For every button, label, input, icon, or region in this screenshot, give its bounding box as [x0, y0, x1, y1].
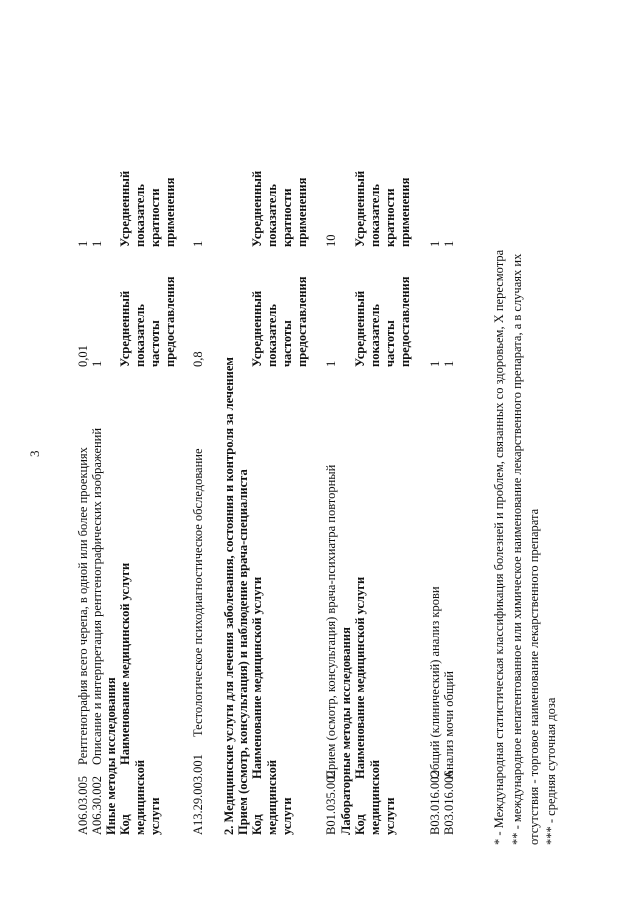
code-cell: A06.30.002: [90, 775, 104, 835]
column-header-name: Наименование медицинской услуги: [250, 576, 264, 779]
service-name-cell: Общий (клинический) анализ крови: [428, 586, 442, 779]
service-name-cell: Тестологическое психодиагностическое обследование: [191, 448, 205, 737]
multiplicity-cell: 10: [324, 234, 338, 247]
frequency-cell: 0,01: [76, 345, 90, 367]
service-name-cell: Прием (осмотр, консультация) врача-психиатра повторный: [324, 464, 338, 779]
column-header-multiplicity: Усредненный показатель кратности применения: [353, 170, 412, 247]
footnote-dose: *** - средняя суточная доза: [544, 697, 558, 845]
footnote-inn-cont: отсутствия - торговое наименование лекарственного препарата: [527, 508, 541, 845]
code-cell: A06.03.005: [76, 775, 90, 835]
page-number: 3: [27, 450, 42, 457]
code-cell: B03.016.002: [428, 770, 442, 835]
footnote-inn: ** - международное непатентованное или химическое наименование лекарственного препарата, а в случаях их: [510, 253, 524, 845]
column-header-multiplicity: Усредненный показатель кратности применения: [118, 170, 177, 247]
section-heading: 2. Медицинские услуги для лечения заболевания, состояния и контроля за лечением: [222, 357, 236, 835]
column-header-multiplicity: Усредненный показатель кратности применения: [250, 170, 309, 247]
service-name-cell: Анализ мочи общий: [442, 671, 456, 779]
section-heading: Лабораторные методы исследования: [339, 627, 353, 835]
multiplicity-cell: 1: [442, 240, 456, 247]
service-name-cell: Рентгенография всего черепа, в одной или более проекциях: [76, 447, 90, 765]
subsection-heading: Прием (осмотр, консультация) и наблюдение врача-специалиста: [236, 469, 250, 835]
frequency-cell: 1: [428, 360, 442, 367]
frequency-cell: 1: [442, 360, 456, 367]
frequency-cell: 1: [324, 360, 338, 367]
code-cell: B03.016.006: [442, 770, 456, 835]
multiplicity-cell: 1: [428, 240, 442, 247]
service-name-cell: Описание и интерпретация рентгенографических изображений: [90, 427, 104, 765]
column-header-name: Наименование медицинской услуги: [118, 562, 132, 765]
column-header-code: Код медицинской услуги: [118, 759, 162, 835]
multiplicity-cell: 1: [76, 240, 90, 247]
column-header-name: Наименование медицинской услуги: [353, 576, 367, 779]
multiplicity-cell: 1: [90, 240, 104, 247]
frequency-cell: 1: [90, 360, 104, 367]
code-cell: A13.29.003.001: [191, 754, 205, 835]
column-header-code: Код медицинской услуги: [250, 759, 294, 835]
column-header-frequency: Усредненный показатель частоты предоставления: [118, 276, 177, 367]
column-header-frequency: Усредненный показатель частоты предоставления: [250, 276, 309, 367]
column-header-frequency: Усредненный показатель частоты предоставления: [353, 276, 412, 367]
multiplicity-cell: 1: [191, 240, 205, 247]
section-heading: Иные методы исследования: [104, 677, 118, 835]
code-cell: B01.035.002: [324, 770, 338, 835]
column-header-code: Код медицинской услуги: [353, 759, 397, 835]
frequency-cell: 0,8: [191, 351, 205, 367]
footnote-icd: * - Международная статистическая классификация болезней и проблем, связанных со здоровьем, X пересмотра: [492, 249, 506, 845]
